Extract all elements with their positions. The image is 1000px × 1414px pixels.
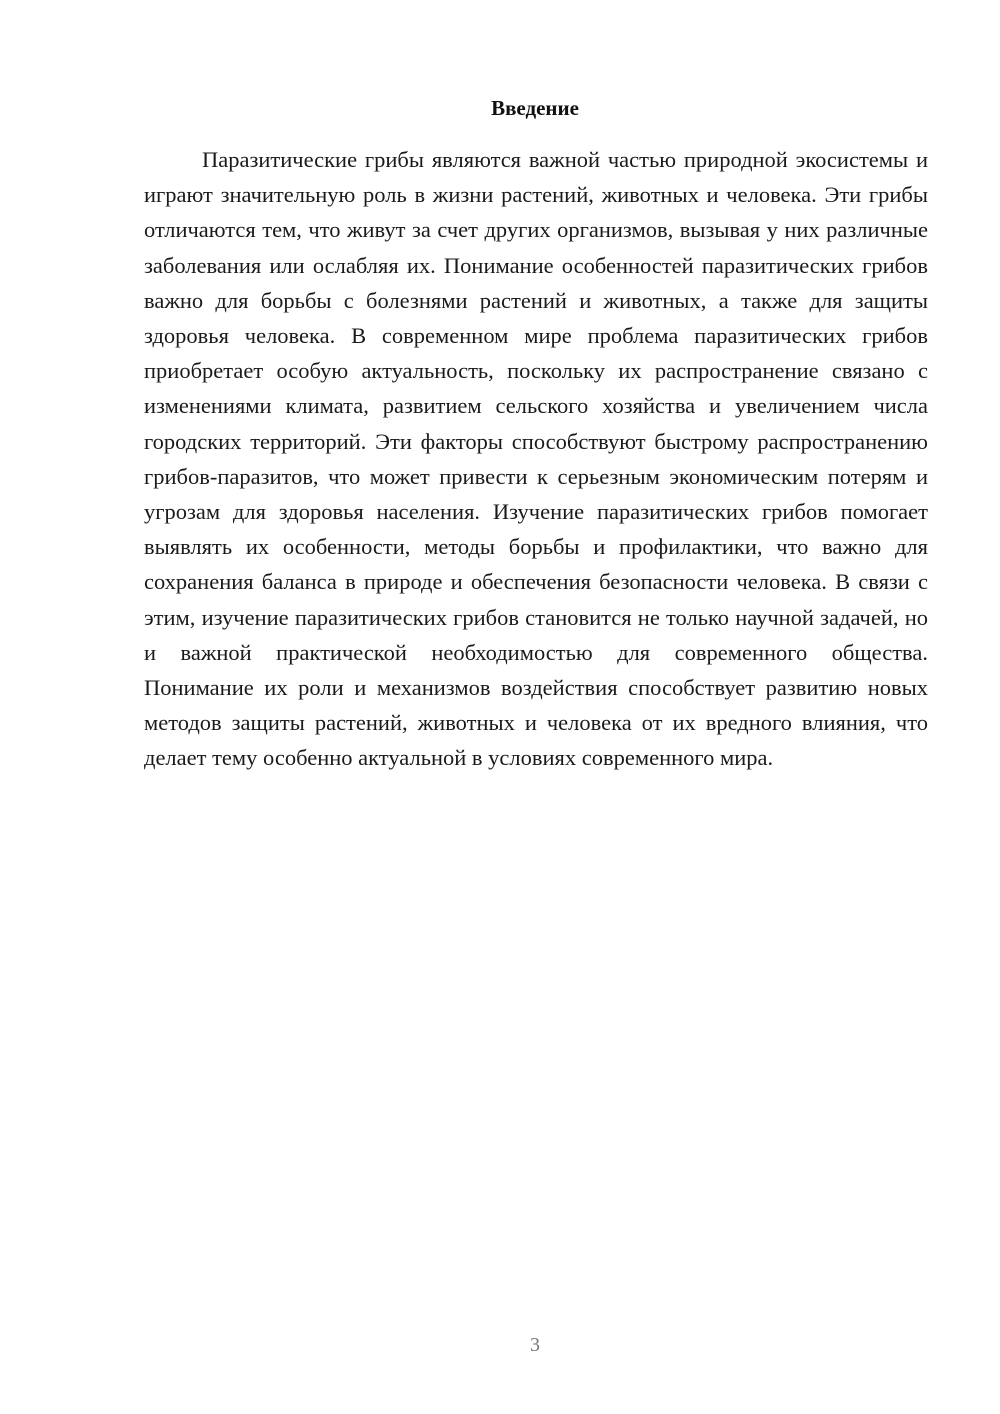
intro-paragraph: Паразитические грибы являются важной частью природной экосистемы и играют значительную роль в жизни растений, животных и человека. Эти грибы отличаются тем, что живут за счет других организмов, вызывая у них различные заболевания или ослабляя их. Понимание особенностей паразитических грибов важно для борьбы с болезнями растений и животных, а также для защиты здоровья человека. В современном мире проблема паразитических грибов приобретает особую актуальность, поскольку их распространение связано с изменениями климата, развитием сельского хозяйства и увеличением числа городских территорий. Эти факторы способствуют быстрому распространению грибов-паразитов, что может привести к серьезным экономическим потерям и угрозам для здоровья населения. Изучение паразитических грибов помогает выявлять их особенности, методы борьбы и профилактики, что важно для сохранения баланса в природе и обеспечения безопасности человека. В связи с этим, изучение паразитических грибов становится не только научной задачей, но и важной практической необходимостью для современного общества. Понимание их роли и механизмов воздействия способствует развитию новых методов защиты растений, животных и человека от их вредного влияния, что делает тему особенно актуальной в условиях современного мира. bbox=[144, 147, 928, 771]
page-number: 3 bbox=[530, 1334, 540, 1356]
section-title: Введение bbox=[491, 96, 579, 120]
